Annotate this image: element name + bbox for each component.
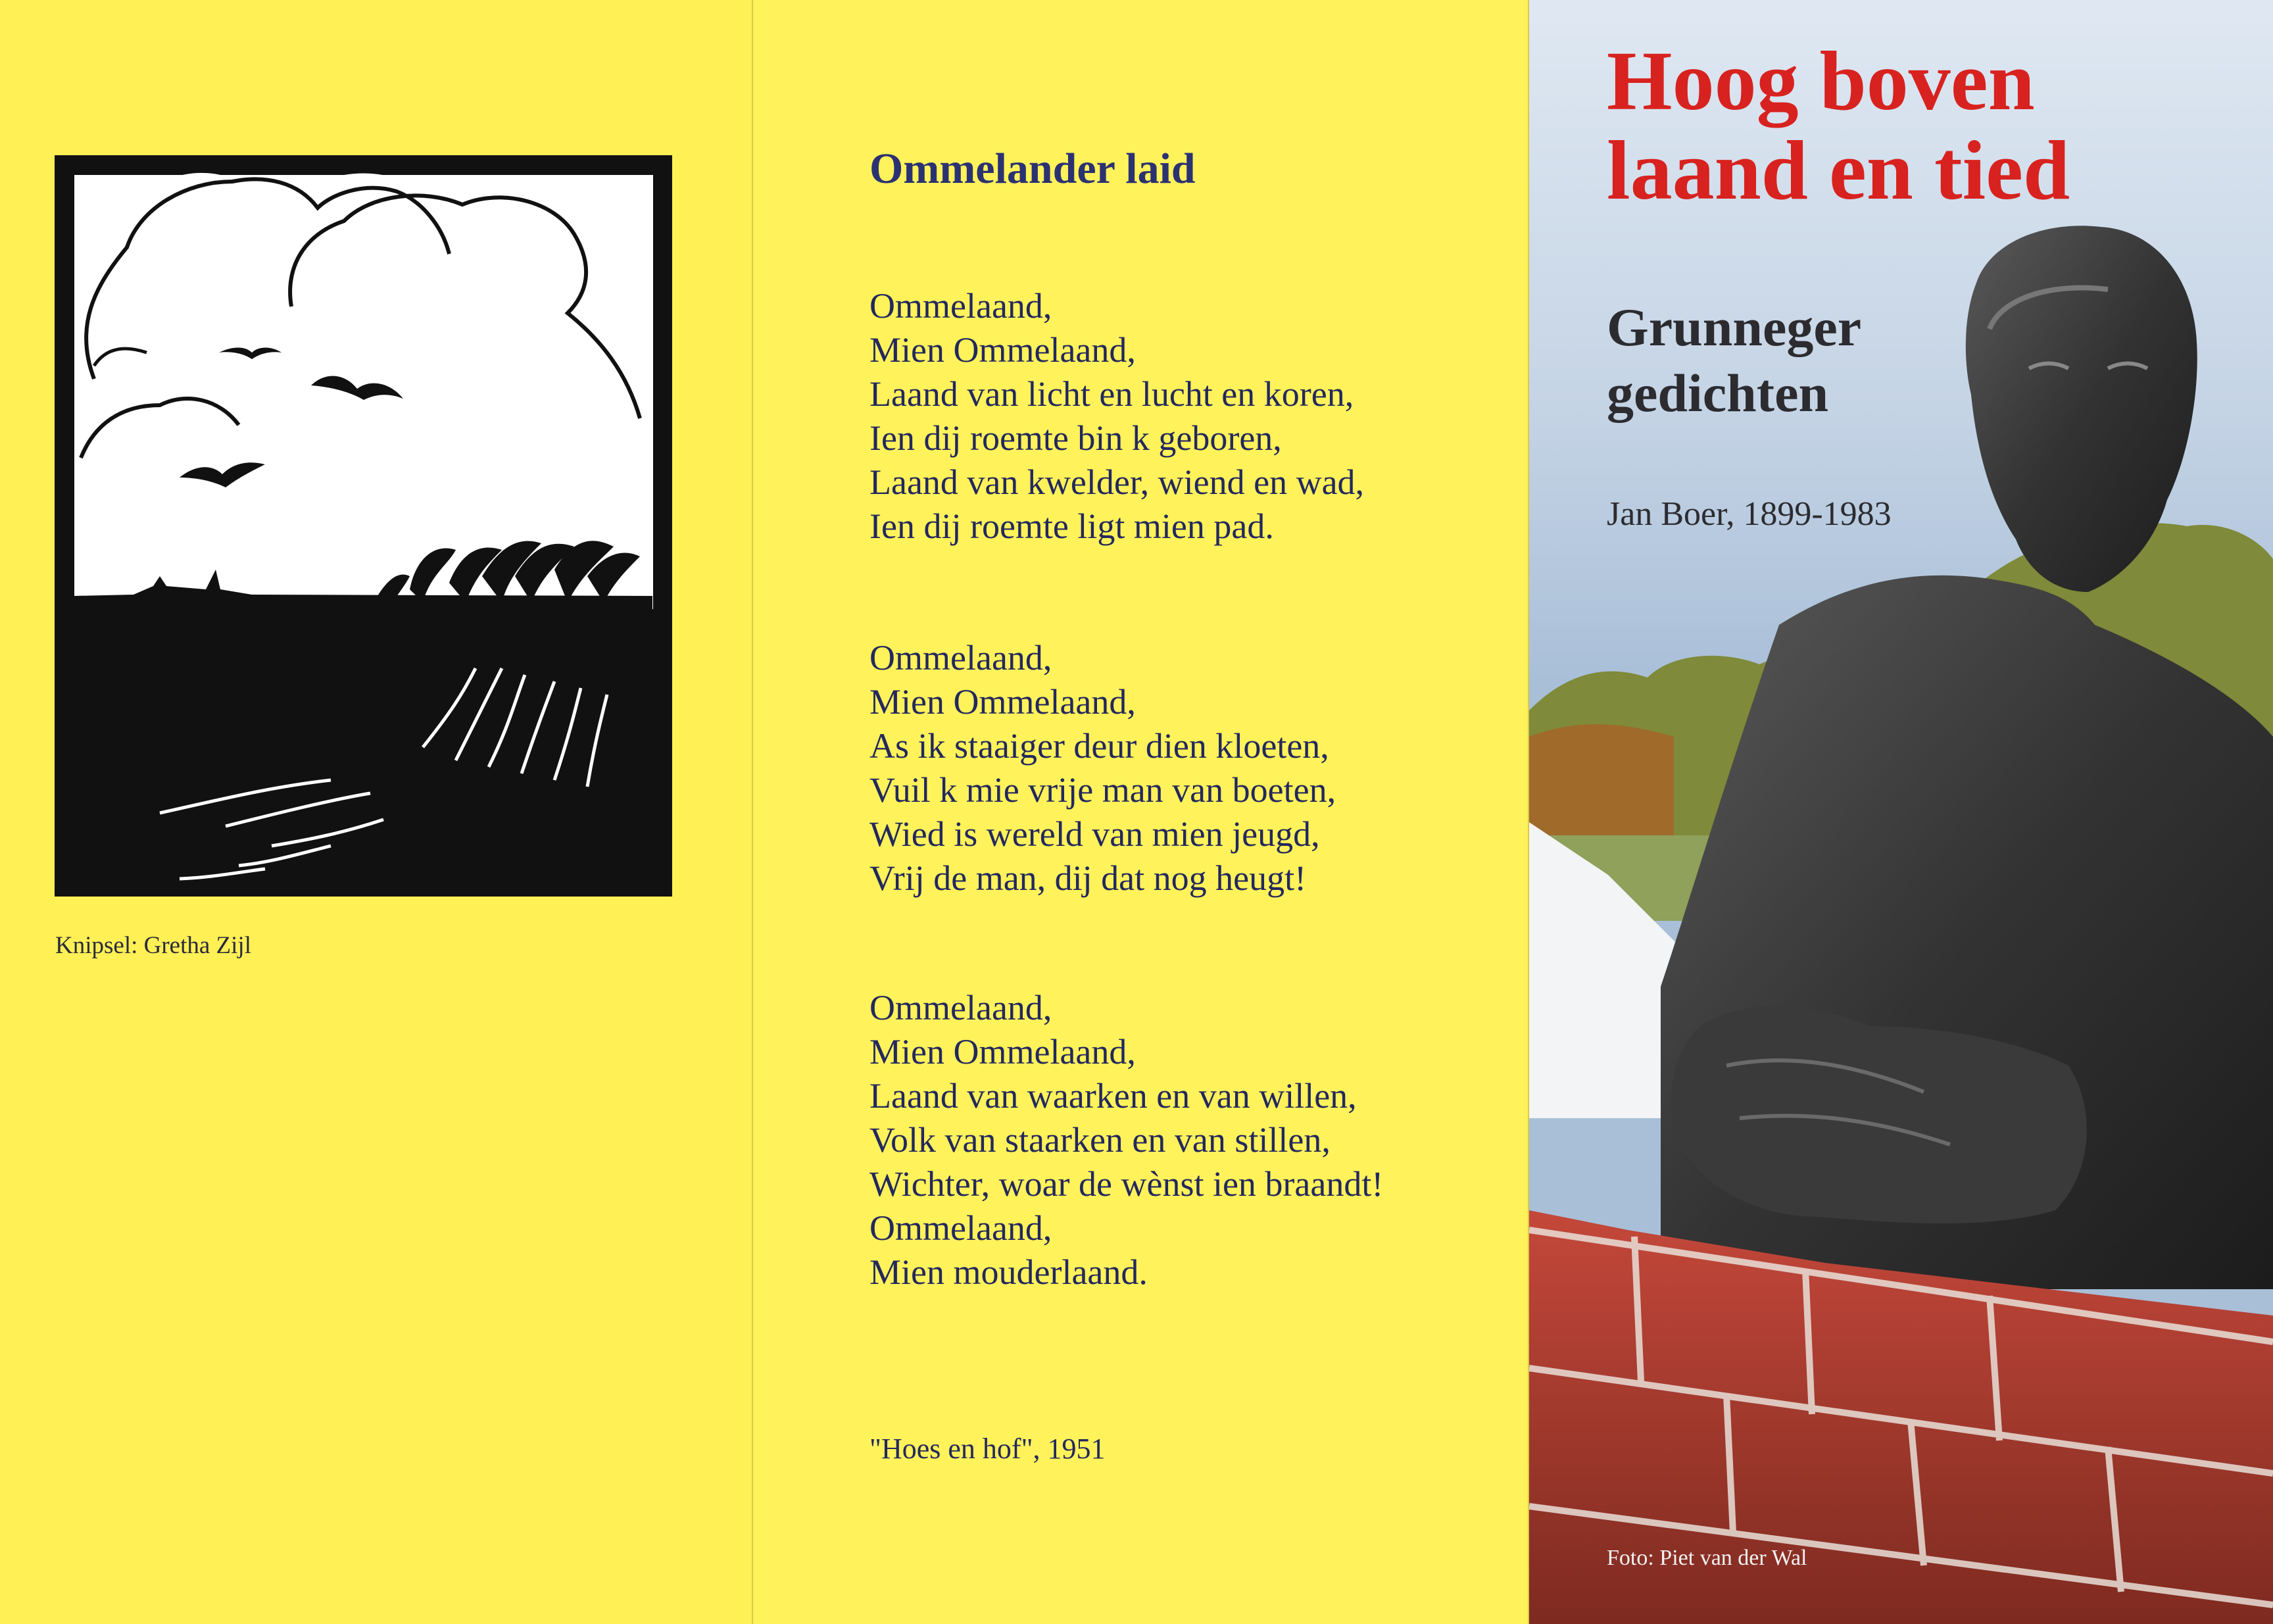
cover-author: Jan Boer, 1899-1983 — [1607, 495, 1892, 533]
poem-line: Mien Ommelaand, — [869, 330, 1136, 370]
left-panel — [0, 0, 753, 1624]
poem-line: Ommelaand, — [869, 286, 1052, 326]
cover-subtitle — [1607, 295, 1861, 426]
cover-title-line-2: laand en tied — [1607, 124, 2070, 217]
poem-source: "Hoes en hof", 1951 — [869, 1433, 1106, 1465]
poem-line: Ommelaand, — [869, 1208, 1052, 1248]
poem-line: Ommelaand, — [869, 638, 1052, 677]
poem-line: Ommelaand, — [869, 988, 1052, 1027]
cover-subtitle-line-1: Grunneger — [1607, 297, 1862, 357]
poem-line: Volk van staarken en van stillen, — [869, 1120, 1331, 1160]
cover-subtitle-line-2: gedichten — [1607, 363, 1829, 423]
poem-line: Ien dij roemte bin k geboren, — [869, 418, 1282, 458]
statue-photo — [1529, 0, 2273, 1624]
poem-stanza — [869, 284, 1364, 549]
poem-line: Mien Ommelaand, — [869, 682, 1136, 722]
poem-line: Wichter, woar de wènst ien braandt! — [869, 1164, 1384, 1204]
poem-line: Laand van kwelder, wiend en wad, — [869, 462, 1365, 502]
illustration-credit: Knipsel: Gretha Zijl — [55, 932, 251, 959]
photo-credit: Foto: Piet van der Wal — [1607, 1546, 1807, 1570]
papercut-illustration — [55, 155, 672, 897]
poem-line: As ik staaiger deur dien kloeten, — [869, 726, 1329, 766]
poem-line: Vrij de man, dij dat nog heugt! — [869, 858, 1307, 898]
cover-title — [1607, 36, 2070, 215]
cover-panel — [1529, 0, 2273, 1624]
poem-line: Ien dij roemte ligt mien pad. — [869, 506, 1274, 546]
poem-line: Wied is wereld van mien jeugd, — [869, 814, 1320, 854]
poem-line: Mien mouderlaand. — [869, 1252, 1148, 1292]
poem-line: Vuil k mie vrije man van boeten, — [869, 770, 1336, 810]
poem-line: Laand van licht en lucht en koren, — [869, 374, 1354, 414]
poem-line: Mien Ommelaand, — [869, 1032, 1136, 1071]
poem-stanza — [869, 986, 1383, 1294]
cover-title-line-1: Hoog boven — [1607, 34, 2035, 128]
poem-title: Ommelander laid — [869, 145, 1196, 193]
poem-stanza — [869, 636, 1336, 900]
poem-line: Laand van waarken en van willen, — [869, 1076, 1357, 1116]
